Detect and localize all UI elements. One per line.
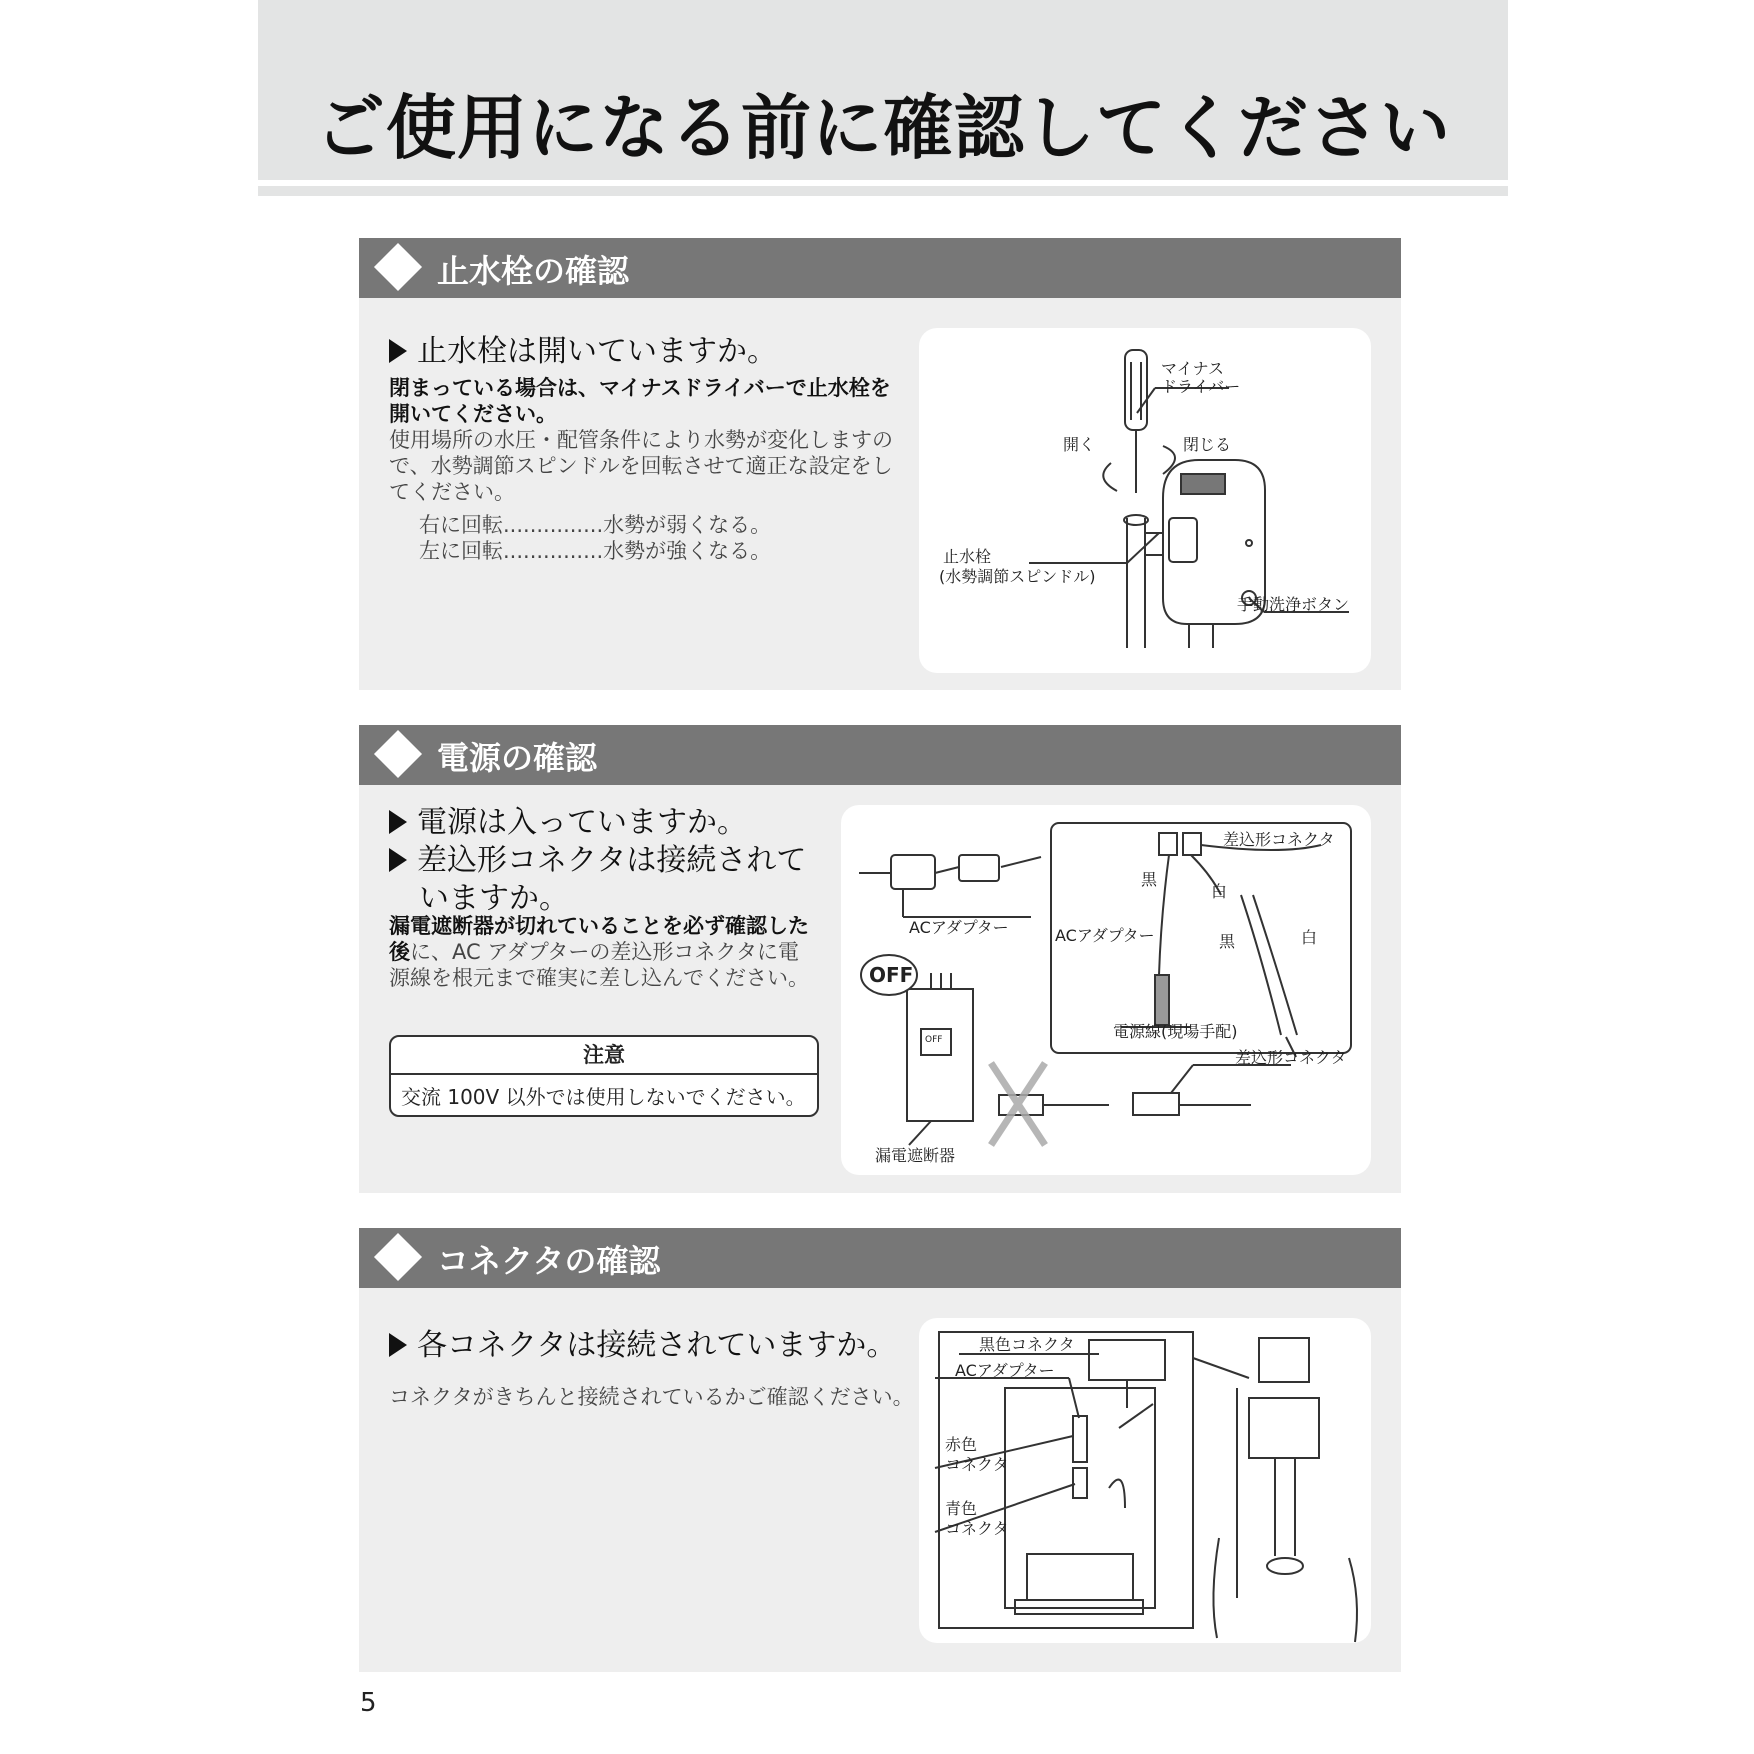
connector-figure [919, 1318, 1371, 1643]
label-power-line: 電源線(現場手配) [1113, 1022, 1238, 1041]
label-blue-connector: コネクタ [945, 1519, 1009, 1538]
power-illustration [841, 805, 1371, 1175]
instructions [389, 375, 893, 505]
triangle-bullet-icon [389, 848, 407, 872]
label-off: OFF [869, 963, 914, 987]
label-red-connector: 赤色 [945, 1435, 978, 1454]
spec-line: 左に回転...............水勢が強くなる。 [419, 539, 772, 563]
text-line: で、水勢調節スピンドルを回転させて適正な設定をし [389, 454, 893, 478]
question-text: 差込形コネクタは接続されて [417, 843, 807, 878]
section-header [359, 725, 1401, 785]
diamond-icon [374, 1233, 422, 1281]
label-flush-button: 手動洗浄ボタン [1237, 595, 1350, 614]
caution-title: 注意 [391, 1037, 817, 1075]
rotation-spec [419, 512, 771, 564]
section-stopcock [359, 238, 1401, 690]
label-white: 白 [1301, 928, 1318, 947]
diamond-icon [374, 243, 422, 291]
text-line: に、AC アダプターの差込形コネクタに電 [410, 940, 799, 964]
question-continued: いますか。 [419, 881, 569, 916]
text-line: 使用場所の水圧・配管条件により水勢が変化しますの [389, 428, 893, 452]
triangle-bullet-icon [389, 1333, 407, 1357]
power-figure [841, 805, 1371, 1175]
label-blue-connector: 青色 [945, 1499, 978, 1518]
label-ac-adapter: ACアダプター [1055, 926, 1155, 945]
stopcock-figure [919, 328, 1371, 673]
question-text: 各コネクタは接続されていますか。 [417, 1328, 897, 1363]
section-header [359, 1228, 1401, 1288]
label-breaker: 漏電遮断器 [875, 1146, 956, 1165]
caution-text: 交流 100V 以外では使用しないでください。 [401, 1085, 806, 1109]
label-driver: マイナス [1161, 359, 1225, 378]
bold-line: 開いてください。 [389, 402, 557, 426]
section-title: 止水栓の確認 [437, 252, 630, 290]
caution-box [389, 1035, 819, 1117]
label-black: 黒 [1141, 870, 1158, 889]
triangle-bullet-icon [389, 339, 407, 363]
stopcock-illustration [919, 328, 1371, 673]
spec-line: 右に回転...............水勢が弱くなる。 [419, 513, 772, 537]
question [389, 1320, 896, 1364]
instructions [389, 913, 809, 991]
question-text: 電源は入っていますか。 [417, 805, 747, 840]
label-ac-adapter: ACアダプター [909, 918, 1009, 937]
section-header [359, 238, 1401, 298]
label-red-connector: コネクタ [945, 1455, 1009, 1474]
triangle-bullet-icon [389, 810, 407, 834]
question-text: 止水栓は開いていますか。 [417, 334, 777, 369]
text-line: 源線を根元まで確実に差し込んでください。 [389, 966, 809, 990]
header-rule [258, 186, 1508, 196]
section-title: 電源の確認 [437, 739, 598, 777]
page-number: 5 [360, 1688, 377, 1718]
label-white: 白 [1211, 882, 1228, 901]
label-ac-adapter: ACアダプター [955, 1361, 1055, 1380]
section-connector [359, 1228, 1401, 1672]
instructions: コネクタがきちんと接続されているかご確認ください。 [389, 1385, 914, 1409]
section-title: コネクタの確認 [437, 1242, 661, 1280]
section-power [359, 725, 1401, 1193]
bold-line: 閉まっている場合は、マイナスドライバーで止水栓を [389, 376, 891, 400]
label-plug-connector: 差込形コネクタ [1223, 830, 1335, 849]
bold-word: 後 [389, 940, 410, 964]
label-stopcock: 止水栓 [943, 547, 992, 566]
label-black-connector: 黒色コネクタ [979, 1335, 1075, 1354]
page-title: ご使用になる前に確認してください [315, 87, 1451, 169]
label-open: 開く [1063, 435, 1096, 454]
bold-line: 漏電遮断器が切れていることを必ず確認した [389, 914, 809, 938]
question [389, 326, 777, 370]
label-driver: ドライバー [1161, 377, 1241, 396]
text-line: てください。 [389, 480, 515, 504]
label-black: 黒 [1219, 932, 1236, 951]
label-close: 閉じる [1183, 435, 1232, 454]
label-stopcock: (水勢調節スピンドル) [939, 567, 1096, 586]
label-off-switch: OFF [925, 1035, 943, 1045]
label-plug-connector: 差込形コネクタ [1235, 1048, 1347, 1067]
diamond-icon [374, 730, 422, 778]
